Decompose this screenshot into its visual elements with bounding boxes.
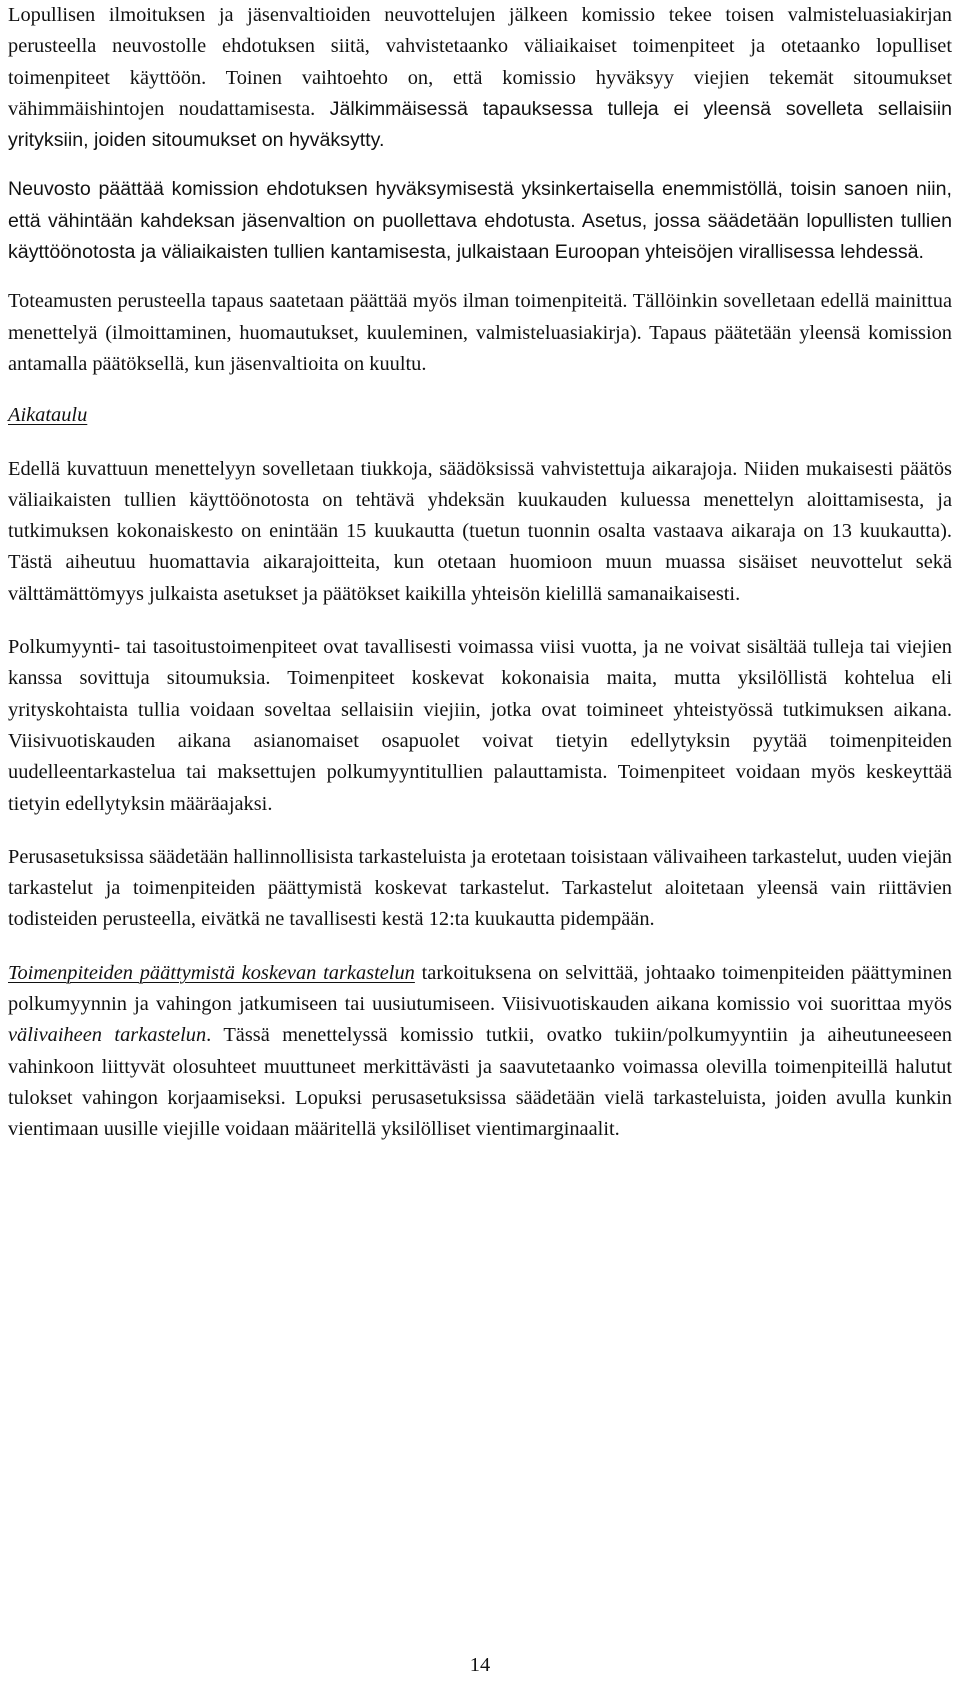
- term-interim-review: välivaiheen tarkastelun: [8, 1024, 207, 1047]
- paragraph-measures-duration: Polkumyynti- tai tasoitustoimenpiteet ovat tavallisesti voimassa viisi vuotta, ja ne voivat sisältää tulleja tai viejien kanssa sovittuja sitoumuksia. Toimenpiteet koskevat kokonaisia maita, mutta yksilöllistä kohtelua eli yrityskohtaista tullia voidaan soveltaa sellaisiin viejiin, jotka ovat toimineet yhteistyössä tutkimuksen aikana. Viisivuotiskauden aikana asianomaiset osapuolet voivat tietyin edellytyksin pyytää toimenpiteiden uudelleentarkastelua tai maksettujen polkumyyntitullien palauttamista. Toimenpiteet voidaan myös keskeyttää tietyin edellytyksin määräajaksi.: [8, 636, 952, 815]
- paragraph-termination: Toteamusten perusteella tapaus saatetaan päättää myös ilman toimenpiteitä. Tällöinkin sovelletaan edellä mainittua menettelyä (ilmoittaminen, huomautukset, kuuleminen, valmisteluasiakirja). Tapaus päätetään yleensä komission antamalla päätöksellä, kun jäsenvaltioita on kuultu.: [8, 290, 952, 375]
- section-heading: Aikataulu: [8, 404, 88, 427]
- paragraph-text-sans: Jälkimmäisessä tapauksessa tulleja ei yleensä sovelleta sellaisiin yrityksiin, joiden sitoumukset on hyväksytty.: [8, 97, 952, 152]
- paragraph-deadlines: Edellä kuvattuun menettelyyn sovelletaan tiukkoja, säädöksissä vahvistettuja aikarajoja. Niiden mukaisesti päätös väliaikaisten tullien käyttöönotosta on tehtävä yhdeksän kuukauden kuluessa menettelyn aloittamisesta, ja tutkimuksen kokonaiskesto on enintään 15 kuukautta (tuetun tuonnin osalta vastaava aikaraja on 13 kuukautta). Tästä aiheutuu huomattavia aikarajoitteita, kun otetaan huomioon muun muassa sisäiset neuvottelut sekä välttämättömyys julkaista asetukset ja päätökset kaikilla yhteisön kielillä samanaikaisesti.: [8, 457, 952, 605]
- term-expiry-review: Toimenpiteiden päättymistä koskevan tarkastelun: [8, 961, 415, 984]
- paragraph-council-decision: Neuvosto päättää komission ehdotuksen hyväksymisestä yksinkertaisella enemmistöllä, toisin sanoen niin, että vähintään kahdeksan jäsenvaltion on puollettava ehdotusta. Asetus, jossa säädetään lopullisten tullien käyttöönotosta ja väliaikaisten tullien kantamisesta, julkaistaan Euroopan yhteisöjen virallisessa lehdessä.: [8, 178, 952, 264]
- page-number: 14: [469, 1654, 491, 1676]
- paragraph-reviews: Perusasetuksissa säädetään hallinnollisista tarkasteluista ja erotetaan toisistaan välivaiheen tarkastelut, uuden viejän tarkastelut ja toimenpiteiden päättymistä koskevat tarkastelut. Tarkastelut aloitetaan yleensä vain riittävien todisteiden perusteella, eivätkä ne tavallisesti kestä 12:ta kuukautta pidempään.: [8, 845, 952, 931]
- paragraph-expiry-review: [8, 958, 952, 1146]
- paragraph-text: . Tässä menettelyssä komissio tutkii, ovatko tukiin/polkumyyntiin ja aiheutuneeseen vahinkoon liittyvät olosuhteet muuttuneet merkittävästi ja saavutetaanko voimassa olevilla toimenpiteillä halutut tulokset vahingon korjaamiseksi. Lopuksi perusasetuksissa säädetään vielä tarkasteluista, joiden avulla kunkin vientimaan uusille viejille voidaan määritellä yksilölliset vientimarginaalit.: [8, 1024, 953, 1141]
- paragraph-text: tarkoituksena on selvittää, johtaako toimenpiteiden päättyminen polkumyynnin ja vahingon jatkumiseen tai uusiutumiseen. Viisivuotiskauden aikana komissio voi suorittaa myös: [8, 961, 952, 1016]
- paragraph-final-disclosure: [8, 0, 952, 156]
- paragraph-text: Lopullisen ilmoituksen ja jäsenvaltioiden neuvottelujen jälkeen komissio tekee toisen valmisteluasiakirjan perusteella neuvostolle ehdotuksen siitä, vahvistetaanko väliaikaiset toimenpiteet ja otetaanko lopulliset toimenpiteet käyttöön. Toinen vaihtoehto on, että komissio hyväksyy viejien tekemät sitoumukset vähimmäishintojen noudattamisesta.: [8, 4, 952, 120]
- document-page: [8, 0, 952, 1146]
